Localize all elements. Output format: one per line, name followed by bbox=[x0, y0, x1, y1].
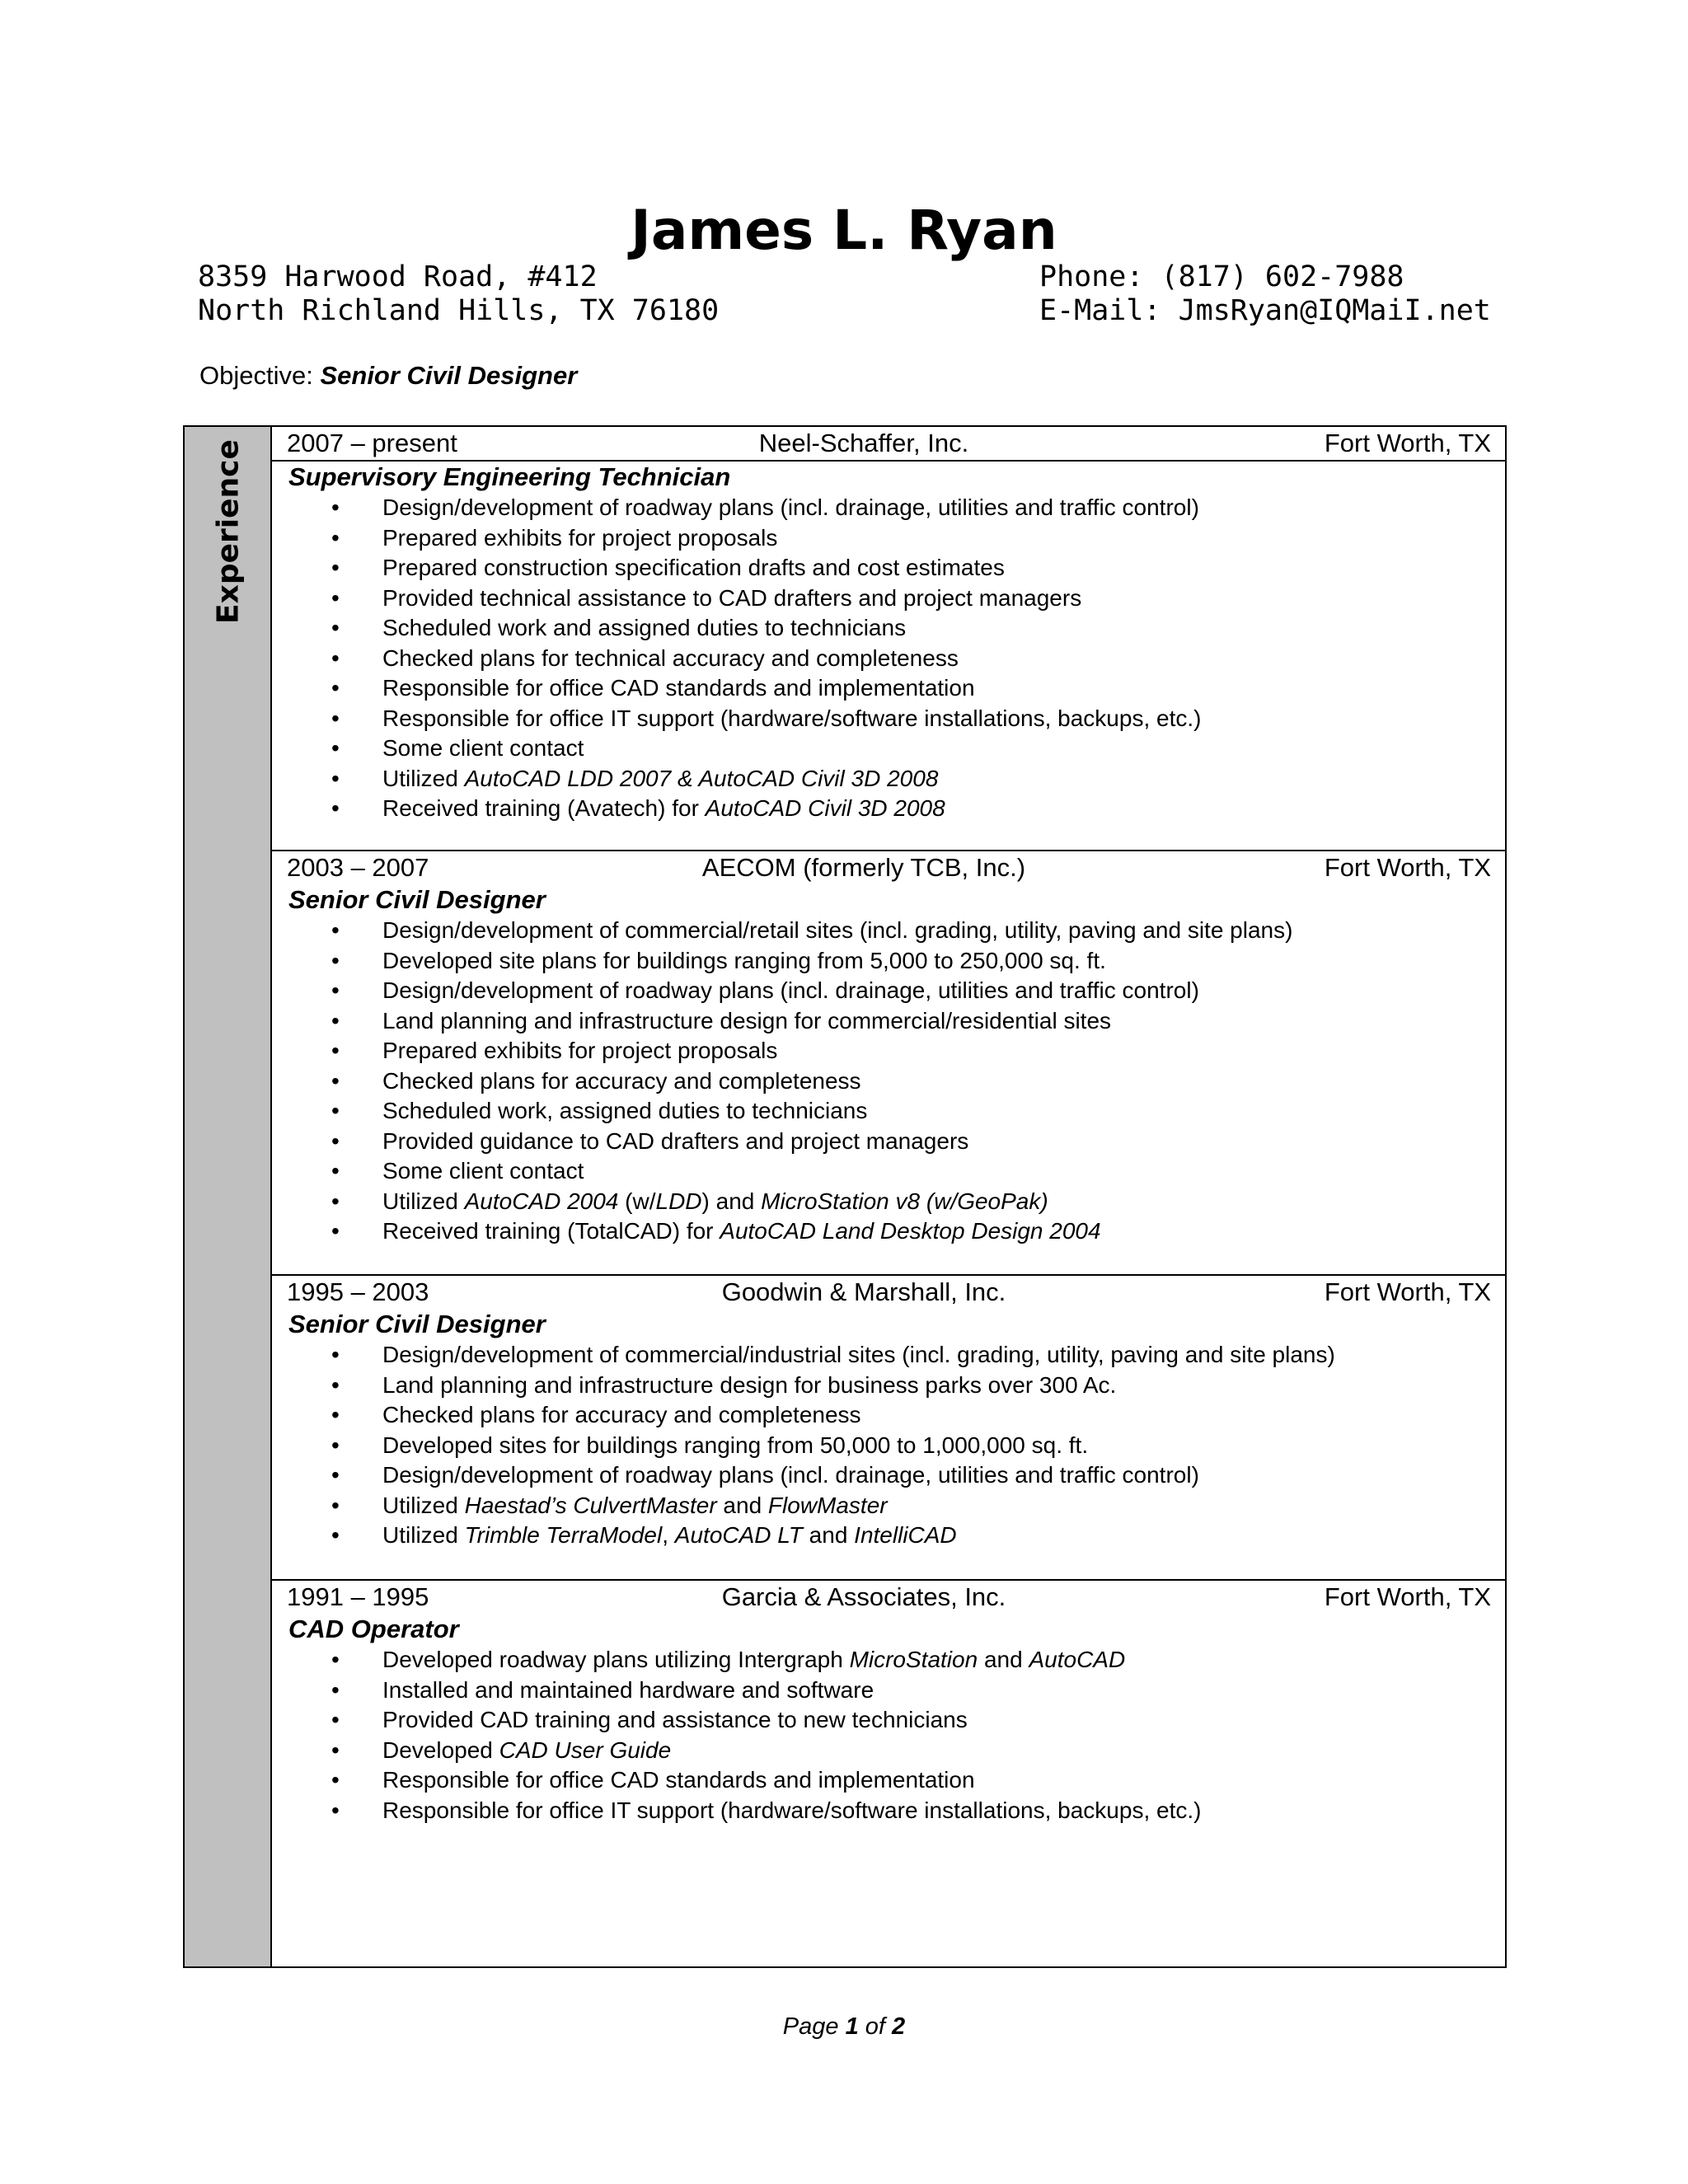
duty-item bbox=[272, 583, 1505, 614]
duty-text bbox=[382, 1218, 1101, 1244]
duty-item bbox=[272, 523, 1505, 554]
job-title: Supervisory Engineering Technician bbox=[288, 462, 731, 491]
job-duties bbox=[272, 1645, 1505, 1825]
duty-text-plain: Design/development of commercial/industrial sites (incl. grading, utility, paving and site plans) bbox=[382, 1342, 1335, 1367]
duty-text bbox=[382, 735, 584, 761]
objective-line bbox=[199, 359, 577, 392]
email-text: E-Mail: JmsRyan@IQMaiI.net bbox=[1039, 294, 1491, 327]
duty-item bbox=[272, 613, 1505, 644]
duty-item bbox=[272, 1371, 1505, 1401]
duty-item bbox=[272, 1127, 1505, 1157]
experience-table bbox=[183, 425, 1507, 1968]
duty-text-plain: ) and bbox=[701, 1188, 762, 1214]
objective-value: Senior Civil Designer bbox=[320, 361, 578, 390]
duty-text-italic: Haestad’s CulvertMaster bbox=[464, 1492, 717, 1518]
duty-item bbox=[272, 704, 1505, 734]
duty-item bbox=[272, 1036, 1505, 1066]
duty-item bbox=[272, 1340, 1505, 1371]
duty-text-plain: Design/development of commercial/retail sites (incl. grading, utility, paving and site plans) bbox=[382, 917, 1293, 943]
duty-text-italic: AutoCAD bbox=[1029, 1647, 1126, 1672]
duty-item bbox=[272, 493, 1505, 523]
duty-item bbox=[272, 733, 1505, 764]
duty-item bbox=[272, 764, 1505, 794]
job-entry bbox=[272, 427, 1505, 851]
job-years: 1995 – 2003 bbox=[287, 1277, 429, 1306]
duty-text-plain: Design/development of roadway plans (incl. drainage, utilities and traffic control) bbox=[382, 494, 1199, 520]
job-location: Fort Worth, TX bbox=[1324, 1582, 1491, 1611]
duty-text-plain: Land planning and infrastructure design for business parks over 300 Ac. bbox=[382, 1371, 1117, 1398]
duty-item bbox=[272, 946, 1505, 977]
duty-text bbox=[382, 1767, 975, 1793]
page-word: Page bbox=[782, 2013, 839, 2040]
duty-item bbox=[272, 1796, 1505, 1826]
job-title: CAD Operator bbox=[288, 1615, 459, 1643]
duty-text bbox=[382, 1372, 1116, 1398]
duty-text bbox=[382, 555, 1005, 580]
page-current: 1 bbox=[845, 2013, 859, 2040]
duty-text bbox=[382, 494, 1199, 520]
duty-item bbox=[272, 916, 1505, 946]
address-block bbox=[198, 260, 719, 328]
job-header bbox=[272, 1276, 1505, 1309]
job-location: Fort Worth, TX bbox=[1324, 429, 1491, 457]
duty-text-italic: AutoCAD Land Desktop Design 2004 bbox=[720, 1218, 1101, 1244]
duty-item bbox=[272, 1156, 1505, 1187]
duty-text-italic: CAD User Guide bbox=[499, 1736, 672, 1763]
duty-text-plain: Received training (TotalCAD) for bbox=[382, 1218, 720, 1244]
resume-name: James L. Ryan bbox=[631, 199, 1057, 262]
duty-text bbox=[382, 525, 777, 551]
job-header bbox=[272, 851, 1505, 884]
job-duties bbox=[272, 1340, 1505, 1551]
duty-text-plain: Checked plans for technical accuracy and completeness bbox=[382, 644, 959, 671]
duty-text bbox=[382, 1128, 968, 1154]
duty-text-plain: Developed site plans for buildings ranging from 5,000 to 250,000 sq. ft. bbox=[382, 947, 1106, 973]
duty-text bbox=[382, 977, 1199, 1003]
job-location: Fort Worth, TX bbox=[1324, 1277, 1491, 1306]
duty-text-italic: AutoCAD LT bbox=[674, 1522, 803, 1548]
duty-text-plain: Developed bbox=[382, 1736, 499, 1763]
duty-text bbox=[382, 1737, 671, 1763]
job-years: 2003 – 2007 bbox=[287, 853, 429, 882]
contact-block bbox=[1039, 260, 1491, 328]
page-total: 2 bbox=[892, 2013, 906, 2040]
duty-text-plain: Prepared exhibits for project proposals bbox=[382, 524, 778, 551]
duty-item bbox=[272, 1216, 1505, 1247]
job-company: Garcia & Associates, Inc. bbox=[721, 1582, 1006, 1611]
duty-text bbox=[382, 1797, 1201, 1823]
duty-text-plain: Utilized bbox=[382, 765, 465, 791]
duty-text-plain: Installed and maintained hardware and software bbox=[382, 1676, 874, 1703]
duty-text-italic: IntelliCAD bbox=[854, 1522, 957, 1548]
duty-text bbox=[382, 1008, 1111, 1033]
address-line-2: North Richland Hills, TX 76180 bbox=[198, 294, 720, 327]
duty-text-plain: Responsible for office CAD standards and implementation bbox=[382, 1767, 975, 1793]
section-sidebar bbox=[185, 427, 272, 1966]
job-entry bbox=[272, 1581, 1505, 1966]
duty-text-plain: Received training (Avatech) for bbox=[382, 795, 706, 821]
duty-text-plain: Design/development of roadway plans (incl. drainage, utilities and traffic control) bbox=[382, 1462, 1199, 1488]
duty-text-plain: Developed roadway plans utilizing Intergraph bbox=[382, 1647, 850, 1672]
job-duties bbox=[272, 493, 1505, 824]
duty-item bbox=[272, 1645, 1505, 1675]
duty-text bbox=[382, 1462, 1199, 1488]
duty-text-plain: Utilized bbox=[382, 1188, 465, 1214]
job-header bbox=[272, 427, 1505, 462]
duty-text-plain: Provided guidance to CAD drafters and project managers bbox=[382, 1127, 969, 1154]
duty-text bbox=[382, 1647, 1125, 1672]
duty-text bbox=[382, 1098, 867, 1123]
job-duties bbox=[272, 916, 1505, 1247]
duty-text-plain: Utilized bbox=[382, 1522, 465, 1548]
duty-item bbox=[272, 1006, 1505, 1037]
duty-text bbox=[382, 1342, 1335, 1367]
duty-text-italic: AutoCAD LDD 2007 & AutoCAD Civil 3D 2008 bbox=[464, 765, 939, 791]
job-company: Goodwin & Marshall, Inc. bbox=[721, 1277, 1006, 1306]
duty-text-plain: Land planning and infrastructure design for commercial/residential sites bbox=[382, 1007, 1112, 1033]
duty-item bbox=[272, 1765, 1505, 1796]
duty-text-plain: Provided technical assistance to CAD drafters and project managers bbox=[382, 584, 1082, 611]
duty-item bbox=[272, 553, 1505, 583]
duty-text-plain: , bbox=[662, 1522, 675, 1548]
duty-text-plain: Some client contact bbox=[382, 1158, 584, 1183]
job-header bbox=[272, 1581, 1505, 1614]
job-entry bbox=[272, 1276, 1505, 1581]
duty-text bbox=[382, 585, 1081, 611]
duty-text bbox=[382, 1188, 1048, 1214]
duty-item bbox=[272, 1521, 1505, 1551]
duty-text-plain: Checked plans for accuracy and completeness bbox=[382, 1402, 861, 1427]
page-footer bbox=[0, 2012, 1688, 2041]
job-years: 1991 – 1995 bbox=[287, 1582, 429, 1611]
duty-text-plain: Developed sites for buildings ranging from 50,000 to 1,000,000 sq. ft. bbox=[382, 1432, 1089, 1458]
duty-text bbox=[382, 615, 906, 640]
duty-item bbox=[272, 976, 1505, 1006]
duty-item bbox=[272, 1400, 1505, 1431]
duty-item bbox=[272, 644, 1505, 674]
experience-entries bbox=[272, 427, 1505, 1966]
duty-text-plain: Some client contact bbox=[382, 735, 584, 761]
duty-text bbox=[382, 705, 1201, 731]
duty-text-plain: and bbox=[978, 1647, 1029, 1672]
duty-text-italic: Trimble TerraModel bbox=[464, 1522, 663, 1548]
duty-text-plain: Responsible for office IT support (hardware/software installations, backups, etc.) bbox=[382, 705, 1202, 731]
duty-item bbox=[272, 1460, 1505, 1491]
duty-item bbox=[272, 1431, 1505, 1461]
duty-text bbox=[382, 948, 1106, 973]
duty-item bbox=[272, 1066, 1505, 1097]
duty-text-italic: MicroStation bbox=[849, 1647, 978, 1672]
duty-item bbox=[272, 1705, 1505, 1736]
job-years: 2007 – present bbox=[287, 429, 457, 457]
duty-text-plain: Design/development of roadway plans (incl. drainage, utilities and traffic control) bbox=[382, 977, 1199, 1003]
duty-text bbox=[382, 1707, 968, 1732]
phone-text: Phone: (817) 602-7988 bbox=[1039, 260, 1404, 293]
duty-text bbox=[382, 917, 1292, 943]
duty-item bbox=[272, 1491, 1505, 1521]
duty-text bbox=[382, 1402, 861, 1427]
duty-text-plain: Responsible for office IT support (hardware/software installations, backups, etc.) bbox=[382, 1797, 1202, 1823]
duty-text-plain: Prepared exhibits for project proposals bbox=[382, 1038, 778, 1063]
duty-item bbox=[272, 1096, 1505, 1127]
duty-item bbox=[272, 673, 1505, 704]
duty-text-plain: and bbox=[802, 1522, 855, 1548]
duty-text bbox=[382, 1432, 1088, 1458]
objective-label: Objective: bbox=[199, 361, 313, 390]
duty-text bbox=[382, 1522, 957, 1548]
duty-text-italic: MicroStation v8 (w/GeoPak) bbox=[761, 1188, 1048, 1214]
duty-text bbox=[382, 1493, 888, 1518]
duty-text-plain: Utilized bbox=[382, 1492, 465, 1518]
duty-item bbox=[272, 794, 1505, 824]
duty-text-plain: and bbox=[716, 1492, 768, 1518]
duty-text bbox=[382, 1677, 874, 1703]
duty-text-plain: Prepared construction specification drafts and cost estimates bbox=[382, 555, 1005, 580]
duty-text bbox=[382, 1158, 584, 1183]
job-company: AECOM (formerly TCB, Inc.) bbox=[701, 853, 1026, 882]
duty-item bbox=[272, 1187, 1505, 1217]
duty-text-plain: Scheduled work and assigned duties to technicians bbox=[382, 615, 907, 640]
duty-text-plain: Checked plans for accuracy and completeness bbox=[382, 1067, 861, 1094]
duty-text-plain: Scheduled work, assigned duties to technicians bbox=[382, 1098, 868, 1123]
job-entry bbox=[272, 851, 1505, 1276]
duty-text-plain: Provided CAD training and assistance to new technicians bbox=[382, 1707, 968, 1732]
duty-text bbox=[382, 1038, 777, 1063]
section-label: Experience bbox=[211, 439, 246, 624]
page-of: of bbox=[865, 2013, 885, 2040]
duty-text-italic: AutoCAD 2004 bbox=[464, 1188, 619, 1214]
duty-text-plain: (w/ bbox=[618, 1188, 656, 1214]
duty-text bbox=[382, 675, 975, 701]
duty-item bbox=[272, 1675, 1505, 1706]
job-company: Neel-Schaffer, Inc. bbox=[758, 429, 969, 457]
duty-text-italic: LDD bbox=[655, 1188, 702, 1214]
duty-text bbox=[382, 1068, 861, 1094]
duty-text bbox=[382, 795, 945, 821]
address-line-1: 8359 Harwood Road, #412 bbox=[198, 260, 598, 293]
job-location: Fort Worth, TX bbox=[1324, 853, 1491, 882]
duty-text-plain: Responsible for office CAD standards and implementation bbox=[382, 675, 975, 701]
job-title: Senior Civil Designer bbox=[288, 885, 546, 914]
duty-text-italic: FlowMaster bbox=[767, 1492, 888, 1518]
duty-text bbox=[382, 645, 959, 671]
duty-text-italic: AutoCAD Civil 3D 2008 bbox=[705, 795, 945, 821]
job-title: Senior Civil Designer bbox=[288, 1310, 546, 1338]
duty-item bbox=[272, 1736, 1505, 1766]
duty-text bbox=[382, 766, 938, 791]
